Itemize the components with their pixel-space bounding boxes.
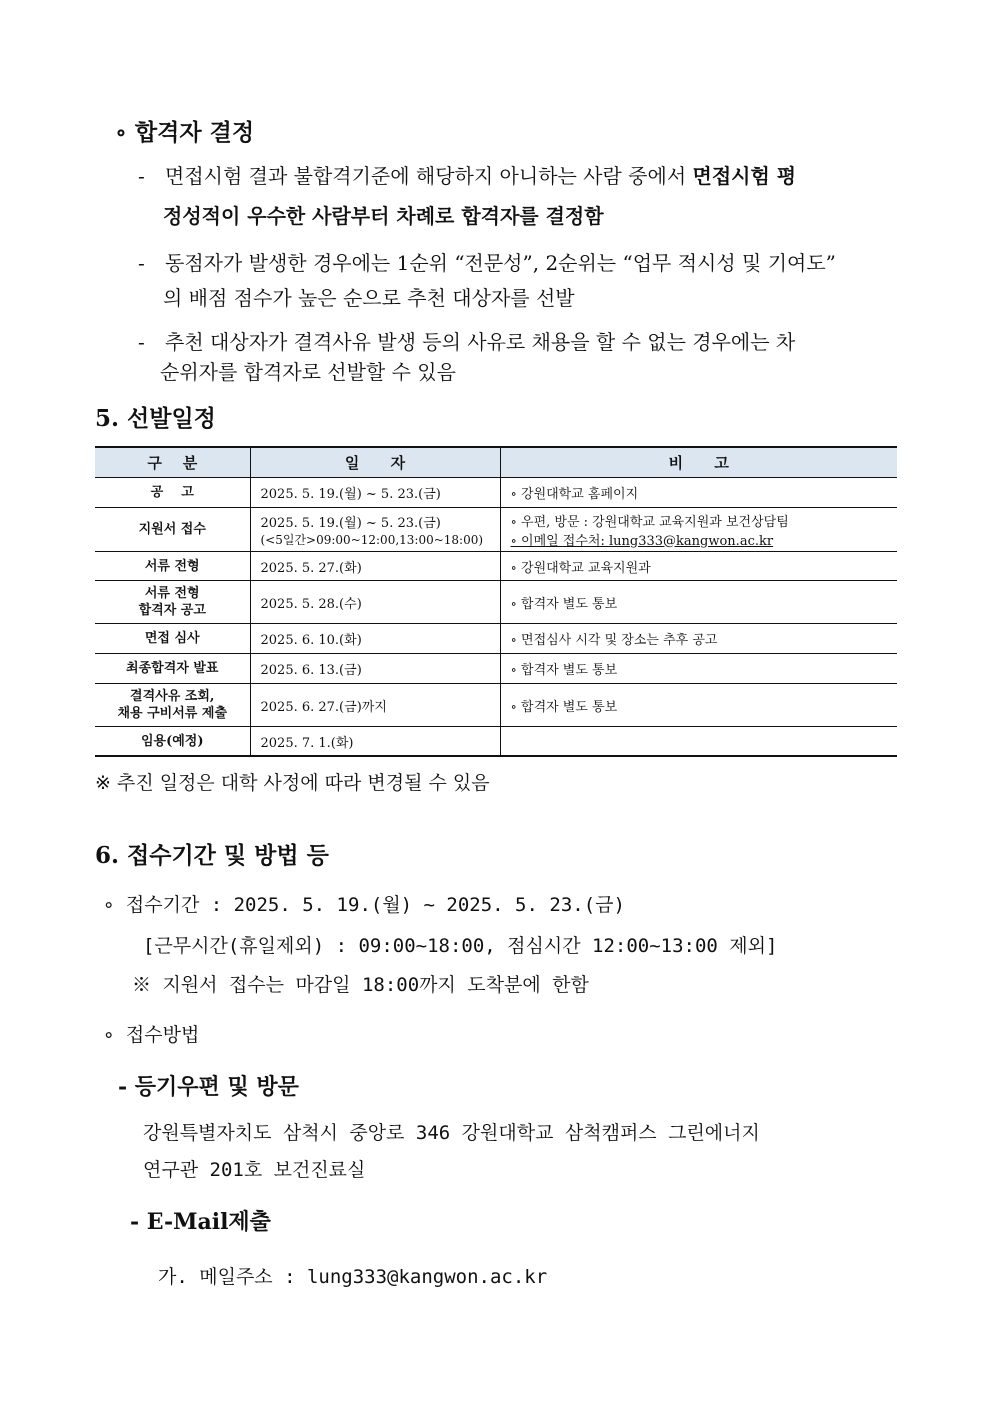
schedule-footnote: ※ 추진 일정은 대학 사정에 따라 변경될 수 있음 <box>95 772 490 794</box>
row-date: 2025. 5. 19.(월) ~ 5. 23.(금) <box>250 478 500 508</box>
row-category-line: 합격자 공고 <box>138 603 206 618</box>
table-row <box>95 727 897 757</box>
table-row <box>95 508 897 552</box>
row-category: 공 고 <box>95 478 250 508</box>
row-date: 2025. 6. 27.(금)까지 <box>250 684 500 727</box>
registered-mail-heading: - 등기우편 및 방문 <box>118 1074 299 1100</box>
pass-item-1-line-1: 면접시험 결과 불합격기준에 해당하지 아니하는 사람 중에서 면접시험 평 <box>165 164 797 188</box>
row-date-line: 2025. 5. 19.(월) ~ 5. 23.(금) <box>260 515 441 531</box>
row-category: 최종합격자 발표 <box>95 654 250 684</box>
working-hours: [근무시간(휴일제외) : 09:00~18:00, 점심시간 12:00~13:00 제외] <box>143 935 778 957</box>
col-header-category: 구 분 <box>95 447 250 478</box>
row-category: 서류 전형 <box>95 552 250 581</box>
email-address-line: 가. 메일주소 : lung333@kangwon.ac.kr <box>158 1266 548 1288</box>
table-row <box>95 684 897 727</box>
row-note: ∘ 강원대학교 교육지원과 <box>500 552 897 581</box>
application-period: ∘ 접수기간 : 2025. 5. 19.(월) ~ 2025. 5. 23.(금) <box>103 894 625 916</box>
row-note: ∘ 합격자 별도 통보 <box>500 684 897 727</box>
table-row <box>95 552 897 581</box>
table-row <box>95 581 897 624</box>
row-note <box>500 508 897 552</box>
table-row <box>95 654 897 684</box>
application-method-label: ∘ 접수방법 <box>103 1024 200 1046</box>
col-header-date: 일 자 <box>250 447 500 478</box>
table-header-row <box>95 447 897 478</box>
table-row <box>95 624 897 654</box>
dash-marker: - <box>138 164 145 188</box>
row-category: 면접 심사 <box>95 624 250 654</box>
col-header-note: 비 고 <box>500 447 897 478</box>
row-category: 임용(예정) <box>95 727 250 757</box>
row-category-line: 결격사유 조회, <box>130 689 215 704</box>
row-note-email-line: ∘ 이메일 접수처: lung333@kangwon.ac.kr <box>510 533 774 549</box>
row-date-subline: (<5일간>09:00~12:00,13:00~18:00) <box>260 532 484 547</box>
row-note <box>500 727 897 757</box>
row-date: 2025. 5. 27.(화) <box>250 552 500 581</box>
table-row <box>95 478 897 508</box>
row-date: 2025. 6. 13.(금) <box>250 654 500 684</box>
row-note: ∘ 합격자 별도 통보 <box>500 581 897 624</box>
address-line-2: 연구관 201호 보건진료실 <box>143 1159 366 1181</box>
section-6-title: 6. 접수기간 및 방법 등 <box>95 842 329 869</box>
pass-item-1-line-2: 정성적이 우수한 사람부터 차례로 합격자를 결정함 <box>163 204 604 228</box>
pass-item-3-line-1: 추천 대상자가 결격사유 발생 등의 사유로 채용을 할 수 없는 경우에는 차 <box>165 330 796 354</box>
email-submission-heading: - E-Mail제출 <box>130 1209 271 1235</box>
row-category-line: 채용 구비서류 제출 <box>117 706 228 721</box>
row-note: ∘ 합격자 별도 통보 <box>500 654 897 684</box>
pass-item-2-line-1: 동점자가 발생한 경우에는 1순위 “전문성”, 2순위는 “업무 적시성 및 기여도” <box>165 251 836 275</box>
row-date: 2025. 6. 10.(화) <box>250 624 500 654</box>
schedule-table <box>95 446 897 757</box>
dash-marker: - <box>138 251 145 275</box>
row-category: 지원서 접수 <box>95 508 250 552</box>
row-category-line: 서류 전형 <box>144 586 200 601</box>
address-line-1: 강원특별자치도 삼척시 중앙로 346 강원대학교 삼척캠퍼스 그린에너지 <box>143 1122 760 1144</box>
pass-decision-heading: ∘ 합격자 결정 <box>115 119 255 146</box>
row-category <box>95 684 250 727</box>
deadline-note: ※ 지원서 접수는 마감일 18:00까지 도착분에 한함 <box>132 974 589 996</box>
row-date <box>250 508 500 552</box>
row-date: 2025. 5. 28.(수) <box>250 581 500 624</box>
section-5-title: 5. 선발일정 <box>95 405 216 432</box>
pass-item-2-line-2: 의 배점 점수가 높은 순으로 추천 대상자를 선발 <box>163 286 575 310</box>
pass-item-3-line-2: 순위자를 합격자로 선발할 수 있음 <box>160 360 456 384</box>
row-date: 2025. 7. 1.(화) <box>250 727 500 757</box>
row-category <box>95 581 250 624</box>
row-note-line: ∘ 우편, 방문 : 강원대학교 교육지원과 보건상담팀 <box>510 514 789 530</box>
dash-marker: - <box>138 330 145 354</box>
row-note: ∘ 면접심사 시각 및 장소는 추후 공고 <box>500 624 897 654</box>
row-note: ∘ 강원대학교 홈페이지 <box>500 478 897 508</box>
